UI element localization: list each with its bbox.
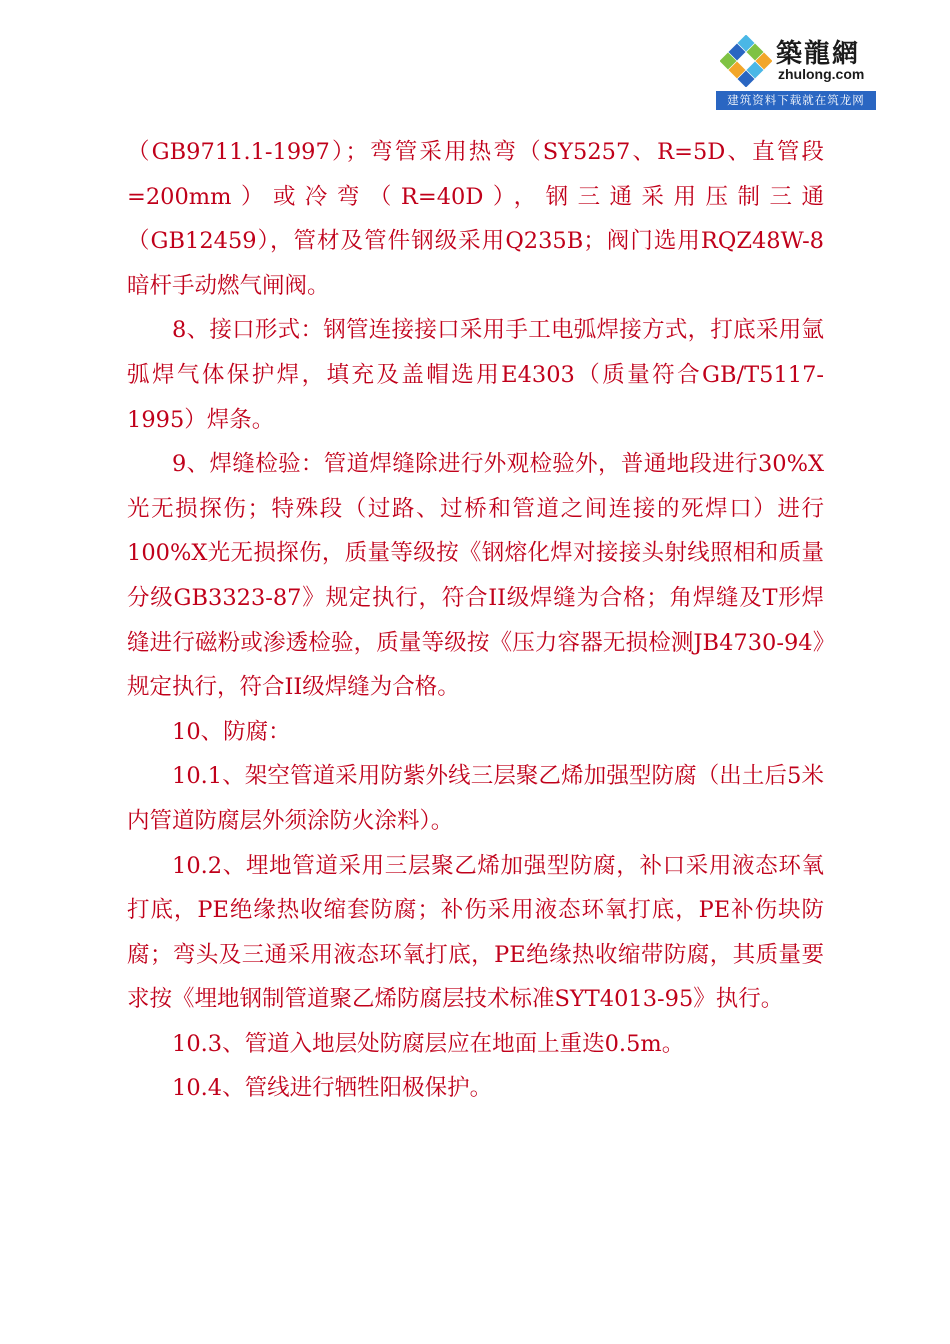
paragraph-weld-inspection: 9、焊缝检验：管道焊缝除进行外观检验外，普通地段进行30%X光无损探伤；特殊段（过路、过桥和管道之间连接的死焊口）进行100%X光无损探伤，质量等级按《钢熔化焊对接接头射线照相和质量分级GB3323-87》规定执行，符合II级焊缝为合格；角焊缝及T形焊缝进行磁粉或渗透检验，质量等级按《压力容器无损检测JB4730-94》规定执行，符合II级焊缝为合格。 bbox=[127, 451, 824, 701]
logo-pinwheel-icon bbox=[720, 35, 772, 87]
logo-slogan: 建筑资料下载就在筑龙网 bbox=[716, 91, 876, 110]
paragraph-anticorrosion-heading: 10、防腐： bbox=[172, 718, 291, 745]
logo-name-cn: 築龍網 bbox=[776, 39, 861, 69]
paragraph-joint-form: 8、接口形式：钢管连接接口采用手工电弧焊接方式，打底采用氩弧焊气体保护焊，填充及盖帽选用E4303（质量符合GB/T5117-1995）焊条。 bbox=[127, 317, 824, 433]
paragraph-10-2: 10.2、埋地管道采用三层聚乙烯加强型防腐，补口采用液态环氧打底，PE绝缘热收缩套防腐；补伤采用液态环氧打底，PE补伤块防腐；弯头及三通采用液态环氧打底，PE绝缘热收缩带防腐，其质量要求按《埋地钢制管道聚乙烯防腐层技术标准SYT4013-95》执行。 bbox=[127, 852, 824, 1013]
paragraph-10-4: 10.4、管线进行牺牲阳极保护。 bbox=[172, 1075, 493, 1102]
document-body bbox=[127, 130, 824, 1111]
zhulong-logo bbox=[716, 31, 876, 111]
logo-name-en: zhulong.com bbox=[778, 66, 865, 82]
paragraph-materials: （GB9711.1-1997）；弯管采用热弯（SY5257、R=5D、直管段=200mm）或冷弯（R=40D），钢三通采用压制三通（GB12459），管材及管件钢级采用Q235B；阀门选用RQZ48W-8暗杆手动燃气闸阀。 bbox=[127, 139, 824, 299]
paragraph-10-3: 10.3、管道入地层处防腐层应在地面上重迭0.5m。 bbox=[172, 1030, 685, 1057]
paragraph-10-1: 10.1、架空管道采用防紫外线三层聚乙烯加强型防腐（出土后5米内管道防腐层外须涂防火涂料）。 bbox=[127, 763, 824, 834]
